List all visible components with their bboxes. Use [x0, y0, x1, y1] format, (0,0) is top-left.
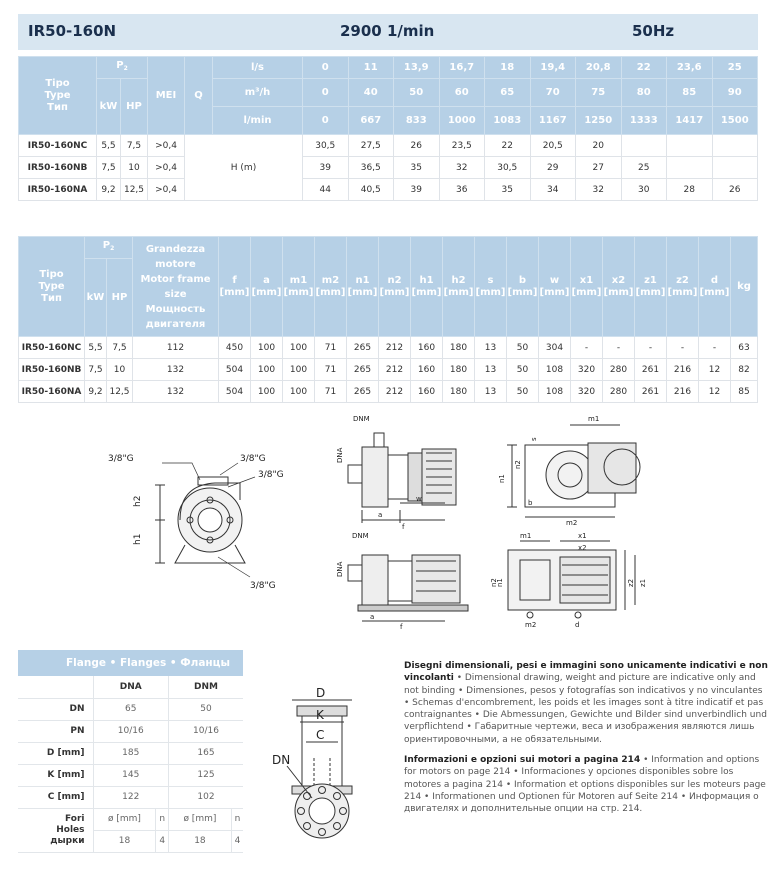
h-cell: 26	[394, 135, 440, 157]
h-cell: 32	[439, 157, 485, 179]
pump-baseplate-view	[508, 541, 635, 618]
unit-ls: l/s	[213, 57, 303, 79]
thread-label-3: 3/8"G	[258, 470, 284, 480]
flange-dnm-value: 10/16	[168, 720, 243, 742]
flange-dn-label: DN	[272, 753, 291, 767]
perf-q-header: Q	[185, 57, 213, 135]
dim-cell: 82	[731, 359, 758, 381]
n1-label-bottom: n1	[496, 578, 504, 587]
dim-col-h1: h1 [mm]	[411, 237, 443, 337]
dim-cell: -	[699, 337, 731, 359]
dim-cell: 63	[731, 337, 758, 359]
disclaimer-text: • Dimensional drawing, weight and picture are indicative only and not binding • Dimensiones, pesos y fotografías son indicativos y no vinculantes • Schemas d'encombrement, les poids et les images sont à titre indicatif et pas contraignantes • Die Abmessungen, Gewichte und Bilder sind unverbindlich und verpflichtend • Габаритные чертежи, веса и изображения являются лишь ориентировочными, а не обязательными.	[404, 673, 767, 745]
dim-tipo-header: Tipo Type Тип	[19, 237, 85, 337]
h-cell: 20	[576, 135, 622, 157]
dim-cell: 212	[379, 359, 411, 381]
z2-label: z2	[627, 578, 635, 587]
h-cell: 39	[303, 157, 349, 179]
q-ls-cell: 13,9	[394, 57, 440, 79]
q-lmin-cell: 1417	[667, 107, 713, 135]
dim-p2-header: $P_2$	[85, 237, 133, 259]
h-cell: 35	[485, 179, 531, 201]
dim-cell: 13	[475, 381, 507, 403]
dim-cell: 265	[347, 359, 379, 381]
motor-info-bold: Informazioni e opzioni sui motori a pagina 214	[404, 755, 641, 766]
dim-cell: 504	[219, 381, 251, 403]
h-cell: 40,5	[348, 179, 394, 201]
row-kw: 5,5	[85, 337, 107, 359]
motor-info-note	[404, 754, 770, 815]
dim-col-m2: m2 [mm]	[315, 237, 347, 337]
dimensions-table	[18, 236, 758, 403]
s-label: s	[530, 437, 538, 441]
dim-cell: 100	[251, 337, 283, 359]
flange-dna-value: 10/16	[93, 720, 168, 742]
row-model: IR50-160NC	[19, 337, 85, 359]
dim-cell: 320	[571, 381, 603, 403]
a-label-bottom: a	[370, 613, 375, 621]
dim-cell: 180	[443, 337, 475, 359]
m1-label-top: m1	[588, 415, 600, 423]
q-lmin-cell: 1333	[621, 107, 667, 135]
flange-table	[18, 676, 243, 853]
holes-dia-value: 18	[168, 830, 231, 852]
dim-cell: 71	[315, 381, 347, 403]
row-kw: 5,5	[97, 135, 121, 157]
perf-tipo-header: Tipo Type Тип	[19, 57, 97, 135]
dim-cell: 12	[699, 381, 731, 403]
flange-dna-value: 185	[93, 742, 168, 764]
flange-title: Flange • Flanges • Фланцы	[18, 650, 243, 676]
flange-d-label: D	[316, 686, 326, 700]
q-m3h-cell: 65	[485, 79, 531, 107]
dim-cell: 261	[635, 359, 667, 381]
dim-col-x1: x1 [mm]	[571, 237, 603, 337]
disclaimer-note	[404, 660, 770, 746]
dim-row-nb	[19, 359, 758, 381]
n2-label-bottom: n2	[490, 578, 498, 587]
perf-hp-header: HP	[121, 79, 148, 135]
dim-cell: -	[603, 337, 635, 359]
pump-side-view-bottom	[348, 555, 468, 621]
dim-cell: 100	[283, 337, 315, 359]
pump-side-view-top	[348, 433, 456, 523]
disclaimer-bold: Disegni dimensionali, pesi e immagini sono unicamente indicativi e non vincolanti	[404, 661, 768, 684]
h-cell: 29	[530, 157, 576, 179]
holes-n-header: n	[231, 808, 243, 830]
flange-k-label: K	[316, 708, 324, 722]
flange-dna-header: DNA	[93, 676, 168, 698]
dim-row-nc	[19, 337, 758, 359]
dim-cell: 504	[219, 359, 251, 381]
dim-cell: 50	[507, 359, 539, 381]
q-ls-cell: 18	[485, 57, 531, 79]
h-label: H (m)	[185, 135, 303, 201]
row-size: 132	[133, 381, 219, 403]
h-cell: 26	[712, 179, 758, 201]
dim-cell: 320	[571, 359, 603, 381]
dim-col-z1: z1 [mm]	[635, 237, 667, 337]
perf-kw-header: kW	[97, 79, 121, 135]
q-ls-cell: 11	[348, 57, 394, 79]
dim-cell: 50	[507, 337, 539, 359]
frequency-label: 50Hz	[632, 22, 675, 40]
performance-table	[18, 56, 758, 201]
dim-col-z2: z2 [mm]	[667, 237, 699, 337]
h-cell: 25	[621, 157, 667, 179]
row-model: IR50-160NC	[19, 135, 97, 157]
q-lmin-cell: 1250	[576, 107, 622, 135]
dim-col-a: a [mm]	[251, 237, 283, 337]
dim-col-n1: n1 [mm]	[347, 237, 379, 337]
dim-col-m1: m1 [mm]	[283, 237, 315, 337]
h-cell: 20,5	[530, 135, 576, 157]
unit-lmin: l/min	[213, 107, 303, 135]
dim-cell: 450	[219, 337, 251, 359]
d-label: d	[575, 621, 580, 629]
flange-dnm-value: 165	[168, 742, 243, 764]
h-cell: 30,5	[485, 157, 531, 179]
h-cell: 30	[621, 179, 667, 201]
notes-block	[404, 660, 770, 816]
thread-label-1: 3/8"G	[108, 454, 134, 464]
h-cell: 22	[485, 135, 531, 157]
row-model: IR50-160NB	[19, 157, 97, 179]
dim-col-n2: n2 [mm]	[379, 237, 411, 337]
dim-col-w: w [mm]	[539, 237, 571, 337]
h-cell	[712, 157, 758, 179]
dim-col-s: s [mm]	[475, 237, 507, 337]
h-cell	[712, 135, 758, 157]
q-lmin-cell: 1500	[712, 107, 758, 135]
q-lmin-cell: 1000	[439, 107, 485, 135]
row-kw: 9,2	[85, 381, 107, 403]
row-hp: 12,5	[121, 179, 148, 201]
dim-cell: -	[635, 337, 667, 359]
h-cell: 28	[667, 179, 713, 201]
h-cell	[621, 135, 667, 157]
q-lmin-cell: 1167	[530, 107, 576, 135]
q-m3h-cell: 85	[667, 79, 713, 107]
x1-label: x1	[578, 532, 587, 540]
dim-cell: -	[571, 337, 603, 359]
h-cell: 32	[576, 179, 622, 201]
dim-cell: 100	[251, 359, 283, 381]
dim-cell: 13	[475, 337, 507, 359]
flange-dna-value: 145	[93, 764, 168, 786]
holes-dia-value: 18	[93, 830, 156, 852]
q-m3h-cell: 90	[712, 79, 758, 107]
thread-label-2: 3/8"G	[240, 454, 266, 464]
dim-col-x2: x2 [mm]	[603, 237, 635, 337]
m1-label-bottom: m1	[520, 532, 532, 540]
unit-m3h: m³/h	[213, 79, 303, 107]
flange-row-label: D [mm]	[18, 742, 93, 764]
q-lmin-cell: 1083	[485, 107, 531, 135]
q-m3h-cell: 40	[348, 79, 394, 107]
flange-panel	[18, 650, 243, 853]
q-ls-cell: 23,6	[667, 57, 713, 79]
h1-label: h1	[133, 533, 143, 545]
dim-cell: 12	[699, 359, 731, 381]
flange-dna-value: 65	[93, 698, 168, 720]
a-label-top: a	[378, 511, 383, 519]
h-cell: 44	[303, 179, 349, 201]
dim-kw-header: kW	[85, 259, 107, 337]
m2-label-top: m2	[566, 519, 578, 527]
row-mei: >0,4	[148, 179, 185, 201]
n1-label-top: n1	[498, 474, 506, 483]
h-cell: 27,5	[348, 135, 394, 157]
perf-row-na	[19, 179, 758, 201]
x2-label: x2	[578, 544, 587, 552]
perf-row-nb	[19, 157, 758, 179]
perf-p2-header: $P_2$	[97, 57, 148, 79]
dim-cell: 71	[315, 337, 347, 359]
flange-row-label: PN	[18, 720, 93, 742]
flange-dnm-value: 50	[168, 698, 243, 720]
flange-row-label: DN	[18, 698, 93, 720]
dim-cell: 180	[443, 381, 475, 403]
q-m3h-cell: 60	[439, 79, 485, 107]
dnm-label-top: DNM	[353, 415, 370, 423]
q-m3h-cell: 75	[576, 79, 622, 107]
speed-label: 2900 1/min	[340, 22, 435, 40]
q-ls-cell: 0	[303, 57, 349, 79]
row-kw: 7,5	[85, 359, 107, 381]
holes-dia-header: ø [mm]	[93, 808, 156, 830]
pump-front-view	[155, 463, 255, 577]
q-ls-cell: 19,4	[530, 57, 576, 79]
q-lmin-cell: 667	[348, 107, 394, 135]
w-label-top: w	[416, 495, 422, 503]
row-hp: 10	[107, 359, 133, 381]
dna-label-bottom: DNA	[336, 561, 344, 577]
dim-cell: 50	[507, 381, 539, 403]
holes-n-value: 4	[231, 830, 243, 852]
dim-col-f: f [mm]	[219, 237, 251, 337]
dim-cell: 160	[411, 359, 443, 381]
q-m3h-cell: 0	[303, 79, 349, 107]
technical-drawings	[100, 405, 760, 630]
dim-cell: 100	[251, 381, 283, 403]
row-hp: 10	[121, 157, 148, 179]
dim-col-d: d [mm]	[699, 237, 731, 337]
flange-figure	[262, 686, 372, 851]
h-cell: 36,5	[348, 157, 394, 179]
q-m3h-cell: 80	[621, 79, 667, 107]
row-mei: >0,4	[148, 157, 185, 179]
flange-dnm-header: DNM	[168, 676, 243, 698]
dim-motor-header: Grandezza motore Motor frame size Мощность двигателя	[133, 237, 219, 337]
holes-n-value: 4	[156, 830, 168, 852]
dim-cell: 160	[411, 337, 443, 359]
n2-label-top: n2	[514, 460, 522, 469]
q-lmin-cell: 0	[303, 107, 349, 135]
row-model: IR50-160NB	[19, 359, 85, 381]
h2-label: h2	[133, 495, 143, 507]
dim-col-b: b [mm]	[507, 237, 539, 337]
h-cell: 36	[439, 179, 485, 201]
dim-cell: 13	[475, 359, 507, 381]
dim-cell: -	[667, 337, 699, 359]
perf-mei-header: MEI	[148, 57, 185, 135]
row-hp: 7,5	[107, 337, 133, 359]
row-kw: 9,2	[97, 179, 121, 201]
perf-row-nc	[19, 135, 758, 157]
flange-c-label: C	[316, 728, 325, 742]
dim-cell: 108	[539, 381, 571, 403]
dim-cell: 160	[411, 381, 443, 403]
dim-cell: 280	[603, 381, 635, 403]
row-model: IR50-160NA	[19, 179, 97, 201]
flange-dnm-value: 102	[168, 786, 243, 808]
h-cell: 27	[576, 157, 622, 179]
dim-cell: 265	[347, 381, 379, 403]
m2-label-bottom: m2	[525, 621, 537, 629]
flange-dnm-value: 125	[168, 764, 243, 786]
h-cell	[667, 157, 713, 179]
h-cell: 39	[394, 179, 440, 201]
pump-end-view-top	[507, 425, 640, 517]
row-hp: 12,5	[107, 381, 133, 403]
dim-cell: 212	[379, 337, 411, 359]
dim-row-na	[19, 381, 758, 403]
dim-cell: 212	[379, 381, 411, 403]
flange-row-label: C [mm]	[18, 786, 93, 808]
row-hp: 7,5	[121, 135, 148, 157]
q-m3h-cell: 50	[394, 79, 440, 107]
q-lmin-cell: 833	[394, 107, 440, 135]
motor-info-text: • Information and options for motors on page 214 • Informaciones y opciones disponibles sobre los motores a pagina 214 • Information et options disponibles sur les moteurs page 214 • Informationen und Optionen für Motoren auf Seite 214 • Информация о двигателях и дополнительные опции на стр. 214.	[404, 755, 766, 815]
dim-cell: 261	[635, 381, 667, 403]
flange-row-label: K [mm]	[18, 764, 93, 786]
dim-cell: 108	[539, 359, 571, 381]
dim-cell: 304	[539, 337, 571, 359]
model-title: IR50-160N	[28, 22, 117, 40]
flange-holes-label: Fori Holes дырки	[18, 808, 93, 852]
h-cell	[667, 135, 713, 157]
header-bar	[18, 14, 758, 50]
q-ls-cell: 22	[621, 57, 667, 79]
h-cell: 34	[530, 179, 576, 201]
dim-cell: 100	[283, 381, 315, 403]
dim-col-h2: h2 [mm]	[443, 237, 475, 337]
dim-cell: 71	[315, 359, 347, 381]
f-label-top: f	[402, 523, 405, 531]
holes-n-header: n	[156, 808, 168, 830]
dim-cell: 180	[443, 359, 475, 381]
z1-label: z1	[639, 578, 647, 587]
dna-label-top: DNA	[336, 447, 344, 463]
flange-dna-value: 122	[93, 786, 168, 808]
q-ls-cell: 16,7	[439, 57, 485, 79]
dim-hp-header: HP	[107, 259, 133, 337]
f-label-bottom: f	[400, 623, 403, 630]
dim-col-kg: kg	[731, 237, 758, 337]
q-m3h-cell: 70	[530, 79, 576, 107]
dim-cell: 100	[283, 359, 315, 381]
dim-cell: 216	[667, 359, 699, 381]
holes-dia-header: ø [mm]	[168, 808, 231, 830]
h-cell: 23,5	[439, 135, 485, 157]
h-cell: 30,5	[303, 135, 349, 157]
dim-cell: 85	[731, 381, 758, 403]
h-cell: 35	[394, 157, 440, 179]
b-label: b	[528, 499, 533, 507]
dim-cell: 265	[347, 337, 379, 359]
row-mei: >0,4	[148, 135, 185, 157]
q-ls-cell: 25	[712, 57, 758, 79]
row-kw: 7,5	[97, 157, 121, 179]
row-size: 112	[133, 337, 219, 359]
q-ls-cell: 20,8	[576, 57, 622, 79]
row-size: 132	[133, 359, 219, 381]
dim-cell: 280	[603, 359, 635, 381]
thread-label-4: 3/8"G	[250, 581, 276, 591]
row-model: IR50-160NA	[19, 381, 85, 403]
dim-cell: 216	[667, 381, 699, 403]
dnm-label-bottom: DNM	[352, 532, 369, 540]
